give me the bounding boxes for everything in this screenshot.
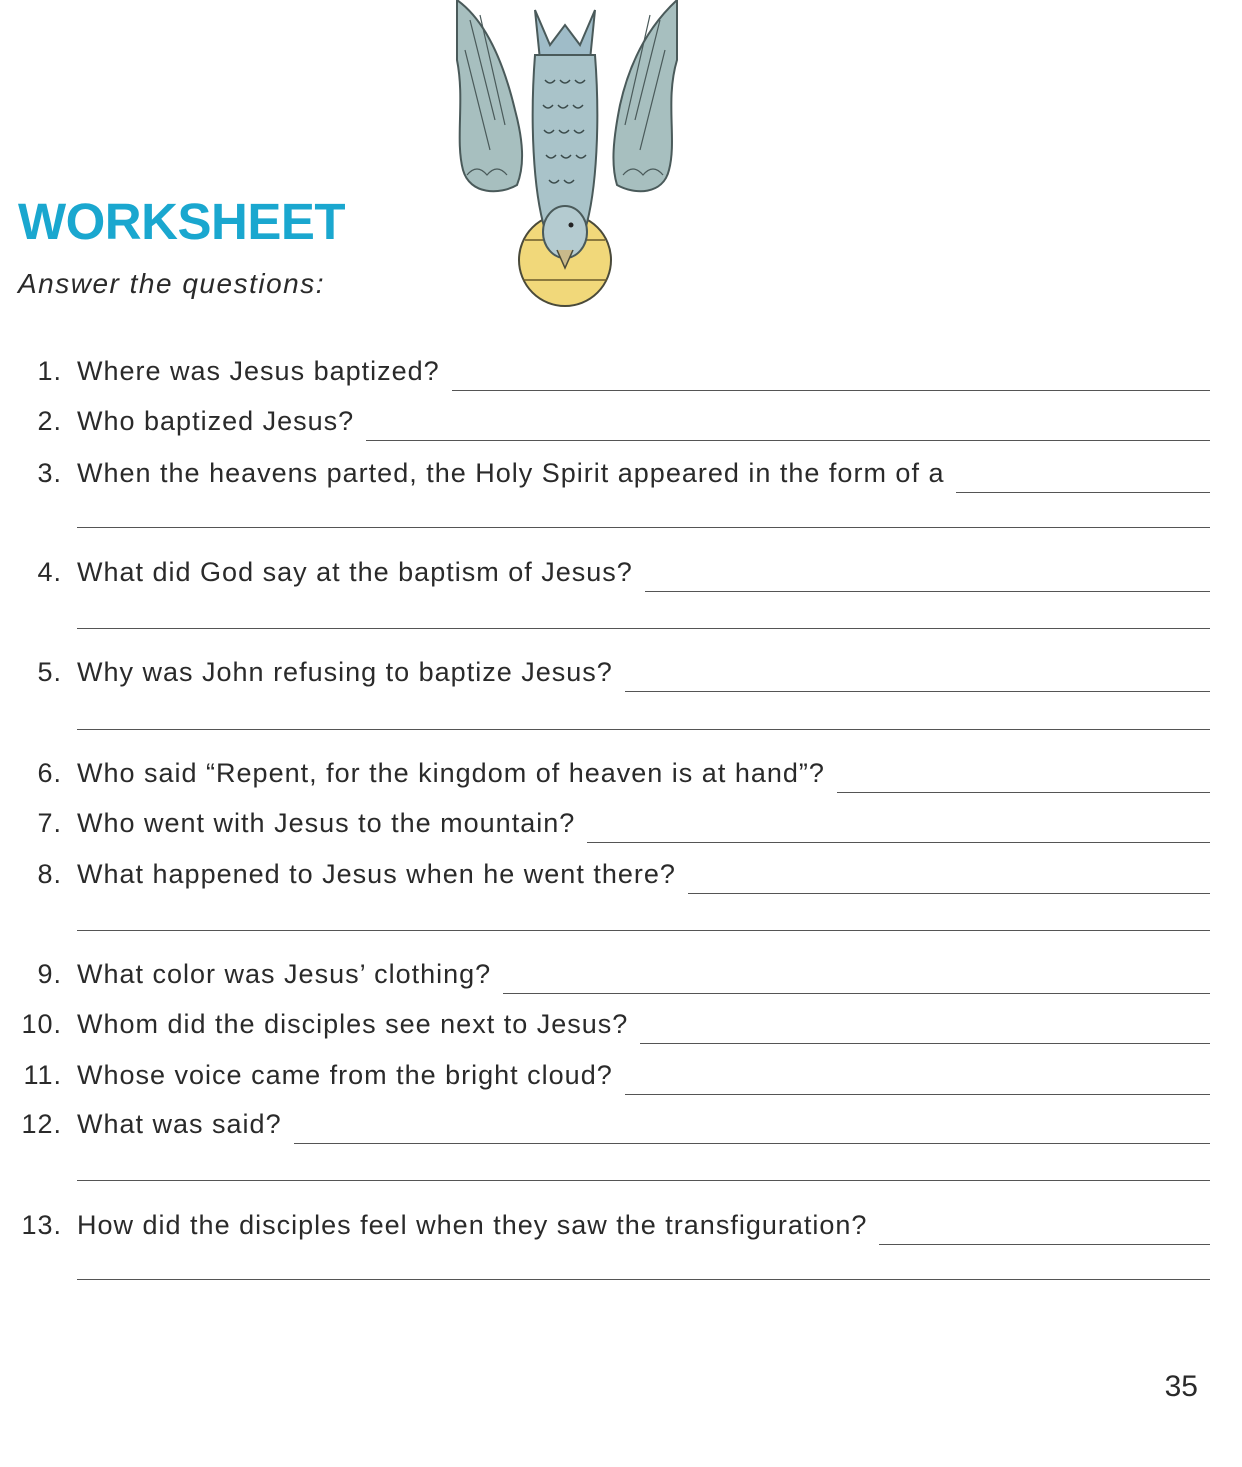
- page-title: WORKSHEET: [18, 193, 345, 250]
- answer-line[interactable]: [294, 1143, 1210, 1144]
- question-row: [0, 948, 1242, 988]
- question-row: [0, 546, 1242, 586]
- question-row: [0, 1098, 1242, 1138]
- question-row: [0, 447, 1242, 487]
- answer-line[interactable]: [503, 993, 1210, 994]
- question-text: What happened to Jesus when he went there?: [77, 859, 676, 889]
- question-number: 6.: [37, 758, 62, 788]
- answer-line[interactable]: [366, 440, 1210, 441]
- question-number: 13.: [21, 1210, 62, 1240]
- answer-line[interactable]: [640, 1043, 1210, 1044]
- answer-line-continuation[interactable]: [77, 1279, 1210, 1280]
- answer-line-continuation[interactable]: [77, 628, 1210, 629]
- question-row: [0, 395, 1242, 435]
- question-text: Who went with Jesus to the mountain?: [77, 808, 576, 838]
- question-number: 3.: [37, 458, 62, 488]
- question-text: Whose voice came from the bright cloud?: [77, 1060, 613, 1090]
- question-number: 1.: [37, 356, 62, 386]
- question-row: [0, 646, 1242, 686]
- question-text: When the heavens parted, the Holy Spirit appeared in the form of a: [77, 458, 945, 488]
- answer-line-continuation[interactable]: [77, 1180, 1210, 1181]
- question-text: What did God say at the baptism of Jesus?: [77, 557, 633, 587]
- answer-line[interactable]: [452, 390, 1210, 391]
- question-number: 2.: [37, 406, 62, 436]
- question-number: 4.: [37, 557, 62, 587]
- question-number: 8.: [37, 859, 62, 889]
- question-row: [0, 797, 1242, 837]
- answer-line[interactable]: [879, 1244, 1210, 1245]
- question-text: Why was John refusing to baptize Jesus?: [77, 657, 613, 687]
- question-number: 7.: [37, 808, 62, 838]
- question-text: What was said?: [77, 1109, 282, 1139]
- question-text: Whom did the disciples see next to Jesus?: [77, 1009, 629, 1039]
- answer-line[interactable]: [837, 792, 1210, 793]
- answer-line[interactable]: [625, 691, 1210, 692]
- question-row: [0, 848, 1242, 888]
- question-text: Who said “Repent, for the kingdom of heaven is at hand”?: [77, 758, 825, 788]
- instructions: Answer the questions:: [18, 268, 325, 299]
- answer-line-continuation[interactable]: [77, 930, 1210, 931]
- answer-line[interactable]: [625, 1094, 1210, 1095]
- question-number: 10.: [21, 1009, 62, 1039]
- answer-line[interactable]: [688, 893, 1210, 894]
- question-text: How did the disciples feel when they saw the transfiguration?: [77, 1210, 868, 1240]
- question-row: [0, 1049, 1242, 1089]
- question-number: 12.: [21, 1109, 62, 1139]
- page-number: 35: [1164, 1370, 1198, 1403]
- question-number: 9.: [37, 959, 62, 989]
- question-text: Where was Jesus baptized?: [77, 356, 440, 386]
- question-number: 11.: [23, 1060, 62, 1090]
- question-text: What color was Jesus’ clothing?: [77, 959, 492, 989]
- question-text: Who baptized Jesus?: [77, 406, 355, 436]
- answer-line-continuation[interactable]: [77, 527, 1210, 528]
- answer-line[interactable]: [645, 591, 1210, 592]
- question-row: [0, 998, 1242, 1038]
- answer-line-continuation[interactable]: [77, 729, 1210, 730]
- question-row: [0, 345, 1242, 385]
- question-row: [0, 747, 1242, 787]
- answer-line[interactable]: [587, 842, 1210, 843]
- question-row: [0, 1199, 1242, 1239]
- answer-line[interactable]: [956, 492, 1210, 493]
- question-number: 5.: [37, 657, 62, 687]
